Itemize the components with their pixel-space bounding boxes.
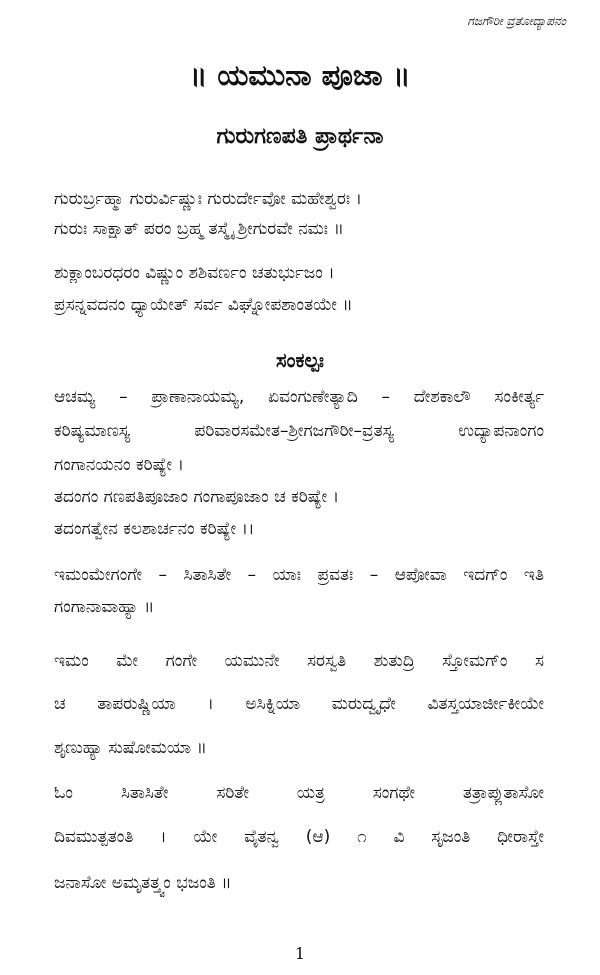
avahana-line: ಇಮಂಮೇಗಂಗೇ – ಸಿತಾಸಿತೇ – ಯಾಃ ಪ್ರವತಃ – ಆಪೋವಾ ಇದಗ್ಂ ಇತಿ xyxy=(54,565,544,585)
section-subtitle: ಗುರುಗಣಪತಿ ಪ್ರಾರ್ಥನಾ xyxy=(216,124,384,149)
prayer-line: ಗುರುರ್ಬ್ರಹ್ಮಾ ಗುರುರ್ವಿಷ್ಣುಃ ಗುರುರ್ದೇವೋ ಮಹೇಶ್ವರಃ । xyxy=(54,189,362,209)
sankalpa-line: ಕರಿಷ್ಯಮಾಣಸ್ಯ ಪರಿವಾರಸಮೇತ–ಶ್ರೀಗಜಗೌರೀ–ವ್ರತಸ್ಯ ಉದ್ಯಾಪನಾಂಗಂ xyxy=(54,421,544,441)
sankalpa-line: ಆಚಮ್ಯ – ಪ್ರಾಣಾನಾಯಮ್ಯ, ಏವಂಗುಣೇತ್ಯಾದಿ – ದೇಶಕಾಲೌ ಸಂಕೀರ್ತ್ಯ xyxy=(54,387,544,407)
prayer-line: ಪ್ರಸನ್ನವದನಂ ಧ್ಯಾಯೇತ್ ಸರ್ವ ವಿಘ್ನೋಪಶಾಂತಯೇ ॥ xyxy=(54,295,353,315)
page-title: ॥ ಯಮುನಾ ಪೂಜಾ ॥ xyxy=(189,58,411,92)
sankalpa-line: ಗಂಗಾನಯನಂ ಕರಿಷ್ಯೇ । xyxy=(54,455,184,475)
sankalpa-line: ತದಂಗಂ ಗಣಪತಿಪೂಜಾಂ ಗಂಗಾಪೂಜಾಂ ಚ ಕರಿಷ್ಯೇ । xyxy=(54,487,340,507)
mantra-line: ಇಮಂ ಮೇ ಗಂಗೇ ಯಮುನೇ ಸರಸ್ವತಿ ಶುತುದ್ರಿ ಸ್ತೋಮಗ್ಂ ಸ xyxy=(54,651,544,671)
running-header: ಗಜಗೌರೀ ವ್ರತೋದ್ಯಾಪನಂ xyxy=(467,14,566,28)
prayer-line: ಶುಕ್ಲಾಂಬರಧರಂ ವಿಷ್ಣುಂ ಶಶಿವರ್ಣಂ ಚತುರ್ಭುಜಂ । xyxy=(54,263,335,283)
mantra-line: ಚ ತಾಪರುಷ್ಣಿಯಾ । ಅಸಿಕ್ನಿಯಾ ಮರುದ್ವೃಧೇ ವಿತಸ್ತಯಾರ್ಜೀಕೀಯೇ xyxy=(54,694,544,714)
mantra-line: ದಿವಮುತ್ಪತಂತಿ । ಯೇ ವೈತನ್ವ (ಆ) ೧ ವಿ ಸೃಜಂತಿ ಧೀರಾಸ್ತೇ xyxy=(54,827,544,847)
mantra-line: ಶೃಣುಹ್ಯಾ ಸುಷೋಮಯಾ ॥ xyxy=(54,738,207,758)
avahana-line: ಗಂಗಾನಾವಾಹ್ಯಾ ॥ xyxy=(54,597,155,617)
mantra-line: ಜನಾಸೋ ಅಮೃತತ್ತ್ವಂ ಭಜಂತಿ ॥ xyxy=(54,873,232,893)
mantra-line: ಓಂ ಸಿತಾಸಿತೇ ಸರಿತೇ ಯತ್ರ ಸಂಗಥೇ ತತ್ರಾಪ್ಲುತಾಸೋ xyxy=(54,783,544,803)
sankalpa-heading: ಸಂಕಲ್ಪಃ xyxy=(276,348,324,372)
prayer-line: ಗುರುಃ ಸಾಕ್ಷಾತ್ ಪರಂ ಬ್ರಹ್ಮ ತಸ್ಮೈ ಶ್ರೀಗುರವೇ ನಮಃ ॥ xyxy=(54,219,344,239)
page-number: 1 xyxy=(294,944,306,963)
sankalpa-line: ತದಂಗತ್ವೇನ ಕಲಶಾರ್ಚನಂ ಕರಿಷ್ಯೇ ।। xyxy=(54,519,255,539)
